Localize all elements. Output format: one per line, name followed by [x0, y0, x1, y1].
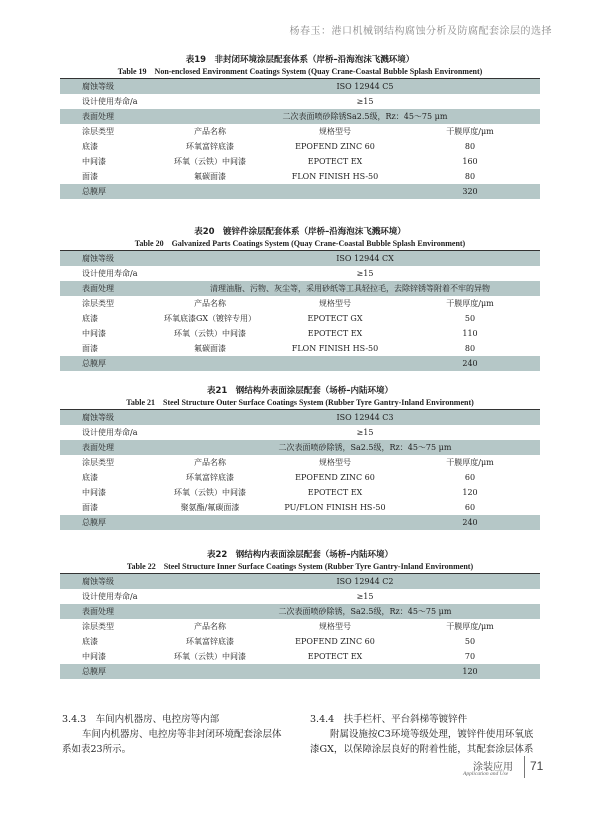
table-row-surface: 表面处理 二次表面喷砂除锈，Sa2.5级，Rz：45～75 μm [60, 440, 540, 455]
table-caption-en: Table 19 Non-enclosed Environment Coatings System (Quay Crane-Coastal Bubble Splash Environment) [117, 67, 483, 76]
table-row: 面漆 聚氨酯/氟碳面漆 PU/FLON FINISH HS-50 60 [82, 503, 476, 512]
table-row-corrosion: 腐蚀等级 ISO 12944 CX [60, 251, 540, 266]
table-row-corrosion: 腐蚀等级 ISO 12944 C2 [60, 574, 540, 589]
body-paragraph: 车间内机器房、电控房等非封闭环境配套涂层体 [82, 729, 282, 740]
table-row-total: 总膜厚 120 [60, 664, 540, 679]
table-row-surface: 表面处理 清理油脂、污物、灰尘等，采用砂纸等工具轻拉毛，去除锌锈等附着不牢的异物 [60, 281, 540, 296]
section-heading-3-4-4: 3.4.4 扶手栏杆、平台斜梯等镀锌件 [310, 714, 468, 725]
table-row-life: 设计使用寿命/a ≥15 [82, 592, 374, 601]
table-header-row: 涂层类型 产品名称 规格型号 干膜厚度/μm [82, 299, 494, 308]
table-row-life: 设计使用寿命/a ≥15 [82, 428, 374, 437]
table-row-life: 设计使用寿命/a ≥15 [82, 269, 374, 278]
table-row-total: 总膜厚 240 [60, 356, 540, 371]
table-row-total: 总膜厚 240 [60, 515, 540, 530]
right-column-text [310, 712, 550, 757]
footer-section-sub: Application and Use [463, 771, 509, 777]
table-row-life: 设计使用寿命/a ≥15 [82, 97, 374, 106]
table-row: 面漆 氟碳面漆 FLON FINISH HS-50 80 [82, 344, 476, 353]
table-header-row: 涂层类型 产品名称 规格型号 干膜厚度/μm [82, 458, 494, 467]
table-row: 底漆 环氧富锌底漆 EPOFEND ZINC 60 80 [82, 142, 476, 151]
table-21 [60, 385, 540, 530]
table-caption-cn: 表20 镀锌件涂层配套体系（岸桥–沿海泡沫飞溅环境） [194, 227, 406, 237]
table-row: 面漆 氟碳面漆 FLON FINISH HS-50 80 [82, 172, 476, 181]
table-row-corrosion: 腐蚀等级 ISO 12944 C3 [60, 410, 540, 425]
body-paragraph: 附属设施按C3环境等级处理，镀锌件使用环氧底 [330, 729, 534, 740]
footer-divider [524, 756, 525, 778]
body-paragraph: 系如表23所示。 [62, 744, 132, 755]
table-row-total: 总膜厚 320 [60, 184, 540, 199]
table-caption-en: Table 21 Steel Structure Outer Surface Coatings System (Rubber Tyre Gantry-Inland Environment) [126, 398, 474, 407]
footer-section-label: 涂装应用 [473, 762, 513, 773]
table-row: 中间漆 环氧（云铁）中间漆 EPOTECT EX 120 [82, 488, 478, 497]
table-19 [60, 54, 540, 199]
table-row: 中间漆 环氧（云铁）中间漆 EPOTECT EX 110 [82, 329, 478, 338]
table-header-row: 涂层类型 产品名称 规格型号 干膜厚度/μm [82, 127, 494, 136]
table-row: 中间漆 环氧（云铁）中间漆 EPOTECT EX 160 [82, 157, 478, 166]
left-column-text [62, 712, 292, 757]
table-caption-cn: 表19 非封闭环境涂层配套体系（岸桥–沿海泡沫飞溅环境） [185, 55, 415, 65]
table-caption-cn: 表22 钢结构内表面涂层配套（场桥–内陆环境） [206, 550, 394, 560]
table-row-surface: 表面处理 二次表面喷砂除锈，Sa2.5级，Rz：45～75 μm [60, 604, 540, 619]
table-20 [60, 226, 540, 371]
table-caption-cn: 表21 钢结构外表面涂层配套（场桥–内陆环境） [206, 386, 394, 396]
table-row-corrosion: 腐蚀等级 ISO 12944 C5 [60, 79, 540, 94]
table-row: 底漆 环氧底漆GX（镀锌专用） EPOTECT GX 50 [82, 314, 476, 323]
table-row: 底漆 环氧富锌底漆 EPOFEND ZINC 60 50 [82, 637, 476, 646]
table-caption-en: Table 22 Steel Structure Inner Surface Coatings System (Rubber Tyre Gantry-Inland Environment) [126, 562, 474, 571]
table-row-surface: 表面处理 二次表面喷砂除锈Sa2.5级，Rz：45～75 μm [60, 109, 540, 124]
body-paragraph: 漆GX，以保障涂层良好的附着性能，其配套涂层体系 [310, 744, 534, 755]
table-caption-en: Table 20 Galvanized Parts Coatings System (Quay Crane-Coastal Bubble Splash Environment) [134, 239, 466, 248]
running-header: 杨春玉：港口机械钢结构腐蚀分析及防腐配套涂层的选择 [289, 26, 552, 37]
page-number: 71 [530, 759, 544, 773]
section-heading-3-4-3: 3.4.3 车间内机器房、电控房等内部 [62, 714, 220, 725]
table-row: 中间漆 环氧（云铁）中间漆 EPOTECT EX 70 [82, 652, 476, 661]
table-row: 底漆 环氧富锌底漆 EPOFEND ZINC 60 60 [82, 473, 476, 482]
table-22 [60, 549, 540, 679]
table-header-row: 涂层类型 产品名称 规格型号 干膜厚度/μm [82, 622, 494, 631]
